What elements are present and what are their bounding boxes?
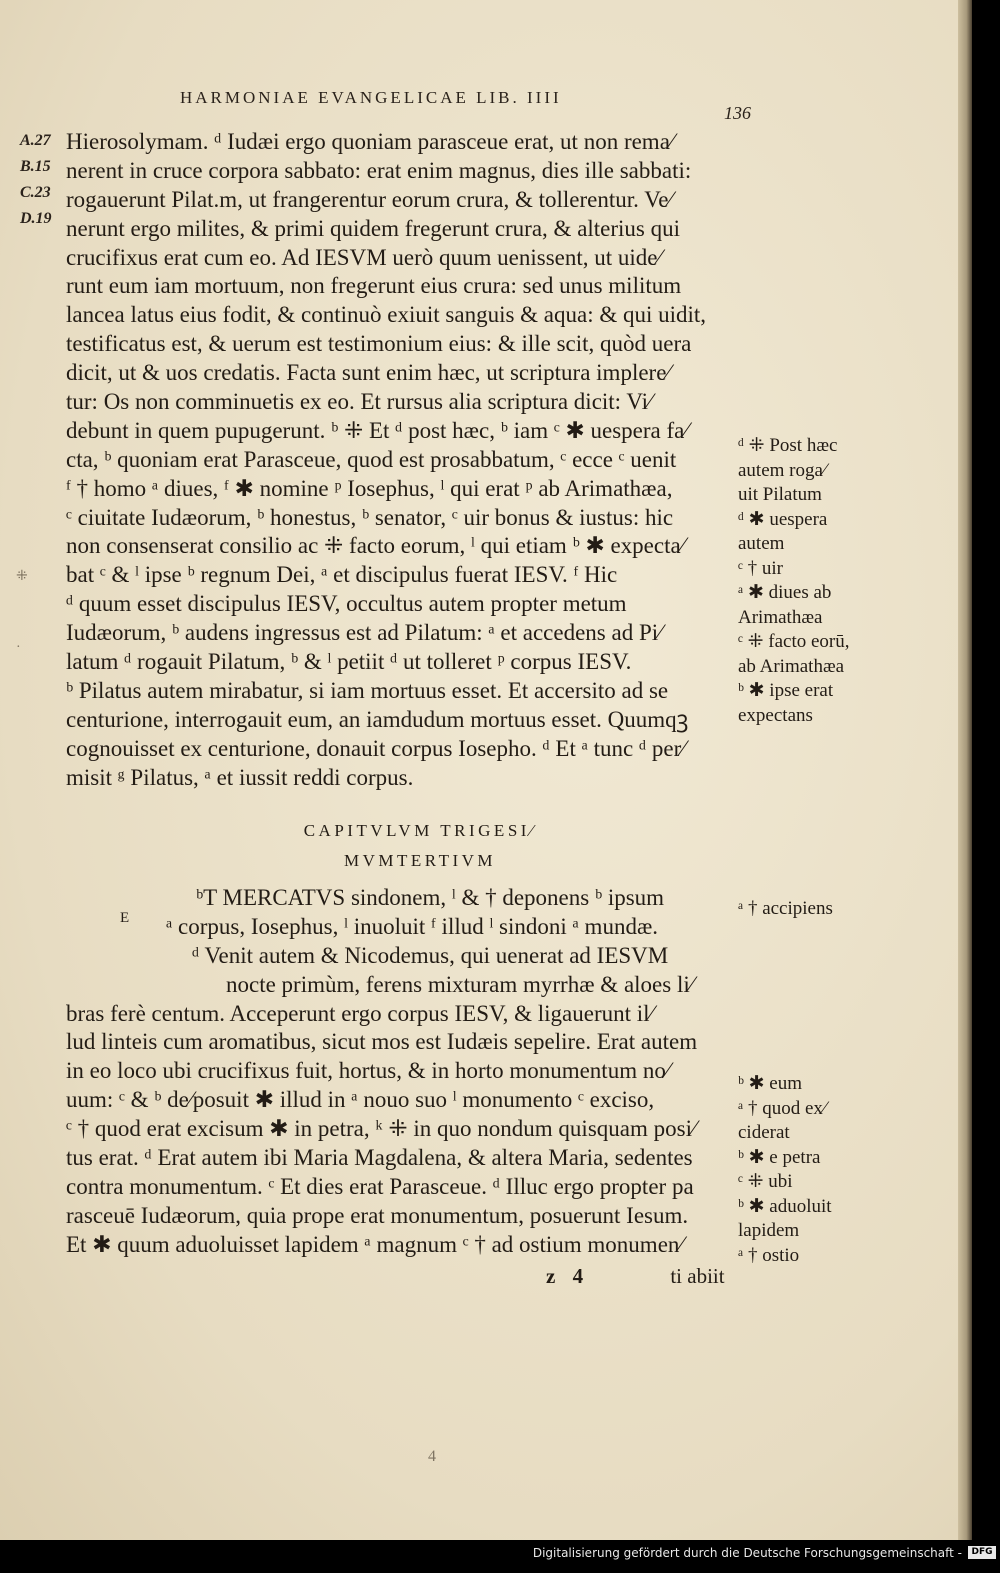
text-line: nerent in cruce corpora sabbato: erat enim magnus, dies ille sabbati: [66,157,692,183]
text-line: nerunt ergo milites, & primi quidem fregerunt crura, & alterius qui [66,215,681,241]
text-line: ᵈ Venit autem & Nicodemus, qui uenerat ad IESVM [192,942,669,968]
margin-note: ᶜ † uir [738,557,783,579]
chapter-text [66,884,746,1260]
text-line: bras ferè centum. Acceperunt ergo corpus IESV, & ligauerunt il⁄ [66,1000,654,1026]
text-line: Hierosolymam. ᵈ Iudæi ergo quoniam parasceue erat, ut non rema⁄ [66,129,674,154]
margin-note: ᵇ ✱ e petra [738,1146,821,1168]
right-margin-notes [738,1072,878,1268]
left-margin-references [20,128,66,232]
stray-mark: 4 [428,1448,436,1465]
text-line: runt eum iam mortuum, non fregerunt eius crura: sed unus militum [66,273,682,299]
margin-ref: C.23 [20,184,51,201]
text-line: non consenserat consilio ac ⁜ facto eorum, ˡ qui etiam ᵇ ✱ expecta⁄ [66,533,685,559]
signature-mark: z 4 [546,1264,590,1288]
margin-note: autem [738,533,785,554]
main-text [66,128,746,792]
margin-note: ᵃ † quod ex⁄ [738,1097,827,1119]
margin-note: ᵇ ✱ aduoluit [738,1195,832,1217]
text-line: crucifixus erat cum eo. Ad IESVM uerò quum uenissent, ut uide⁄ [66,244,662,270]
text-line: ᵈ quum esset discipulus IESV, occultus autem propter metum [66,591,627,617]
page-number: 136 [724,103,751,123]
dfg-logo[interactable]: DFG [968,1546,996,1559]
text-line: ᶜ ciuitate Iudæorum, ᵇ honestus, ᵇ senator, ᶜ uir bonus & iustus: hic [66,504,674,530]
left-margin-mark: · [16,640,21,655]
margin-note: expectans [738,704,813,726]
margin-note: lapidem [738,1220,800,1241]
catchword: ti abiit [670,1264,725,1288]
running-head: HARMONIAE EVANGELICAE LIB. IIII [180,88,562,107]
text-line: rasceuē Iudæorum, quia prope erat monumentum, posuerunt Iesum. [66,1202,689,1228]
text-line: Iudæorum, ᵇ audens ingressus est ad Pilatum: ᵃ et accedens ad Pi⁄ [66,620,662,646]
margin-note: ᵈ ✱ uespera [738,508,828,530]
margin-note: ciderat [738,1122,790,1143]
catchword-line [546,1264,746,1289]
drop-initial: E [120,910,130,926]
margin-note: ᵈ ⁜ Post hæc [738,435,838,456]
text-line: misit ᵍ Pilatus, ᵃ et iussit reddi corpus. [66,764,414,790]
text-line: Et ✱ quum aduoluisset lapidem ᵃ magnum ᶜ † ad ostium monumen⁄ [66,1231,684,1257]
margin-ref: D.19 [20,210,52,227]
text-line: cognouisset ex centurione, donauit corpus Iosepho. ᵈ Et ᵃ tunc ᵈ per⁄ [66,735,686,761]
margin-note: ᶜ ⁜ ubi [738,1171,793,1192]
text-line: debunt in quem pupugerunt. ᵇ ⁜ Et ᵈ post hæc, ᵇ iam ᶜ ✱ uespera fa⁄ [66,417,689,443]
text-line: tur: Os non comminuetis ex eo. Et rursus alia scriptura dicit: Vi⁄ [66,389,652,415]
right-margin-notes [738,897,878,922]
text-line: cta, ᵇ quoniam erat Parasceue, quod est prosabbatum, ᶜ ecce ᶜ uenit [66,446,677,472]
margin-note: ᵇ ✱ eum [738,1073,803,1094]
text-line: testificatus est, & uerum est testimonium eius: & ille scit, quòd uera [66,331,692,357]
margin-note: ᵃ † accipiens [738,898,833,919]
text-line: latum ᵈ rogauit Pilatum, ᵇ & ˡ petiit ᵈ ut tolleret ᵖ corpus IESV. [66,649,632,675]
text-line: tus erat. ᵈ Erat autem ibi Maria Magdalena, & altera Maria, sedentes [66,1145,693,1171]
text-line: in eo loco ubi crucifixus fuit, hortus, & in horto monumentum no⁄ [66,1058,670,1084]
margin-ref: B.15 [20,158,51,175]
margin-note: ᵇ ✱ ipse erat [738,680,834,701]
text-line: ᵇ Pilatus autem mirabatur, si iam mortuus esset. Et accersito ad se [66,677,669,703]
text-line: ᵇT MERCATVS sindonem, ˡ & † deponens ᵇ ipsum [196,885,665,910]
margin-ref: A.27 [20,132,51,149]
chapter-heading [160,816,680,876]
right-margin-notes [738,434,878,728]
text-line: ᶠ † homo ᵃ diues, ᶠ ✱ nomine ᵖ Iosephus, ˡ qui erat ᵖ ab Arimathæa, [66,475,673,501]
text-line: contra monumentum. ᶜ Et dies erat Parasceue. ᵈ Illuc ergo propter pa [66,1173,694,1199]
funding-notice: Digitalisierung gefördert durch die Deutsche Forschungsgemeinschaft - [532,1546,962,1560]
text-line: nocte primùm, ferens mixturam myrrhæ & aloes li⁄ [226,971,694,997]
margin-note: Arimathæa [738,606,823,628]
text-line: lancea latus eius fodit, & continuò exiuit sanguis & aqua: & qui uidit, [66,302,707,328]
chapter-heading-line: CAPITVLVM TRIGESI⁄ [303,821,537,840]
text-line: ᵃ corpus, Iosephus, ˡ inuoluit ᶠ illud ˡ sindoni ᵃ mundæ. [166,913,659,939]
margin-note: ᶜ ⁜ facto eorū, [738,631,850,652]
footer-bar [0,1540,1000,1573]
text-line: centurione, interrogauit eum, an iamdudum mortuus esset. Quumqꝫ [66,706,689,732]
margin-note: uit Pilatum [738,484,822,505]
left-margin-mark: ⁜ [16,569,28,584]
page-edge [958,0,972,1540]
chapter-heading-line: MVMTERTIVM [343,851,497,870]
margin-note: autem roga⁄ [738,459,827,481]
margin-note: ᵃ ✱ diues ab [738,582,832,603]
text-line: rogauerunt Pilat.m, ut frangerentur eorum crura, & tollerentur. Ve⁄ [66,186,673,212]
text-line: dicit, ut & uos credatis. Facta sunt enim hæc, ut scriptura implere⁄ [66,360,671,386]
text-line: lud linteis cum aromatibus, sicut mos est Iudæis sepelire. Erat autem [66,1029,698,1055]
text-line: uum: ᶜ & ᵇ de⁄posuit ✱ illud in ᵃ nouo suo ˡ monumento ᶜ exciso, [66,1087,655,1113]
text-line: ᶜ † quod erat excisum ✱ in petra, ᵏ ⁜ in quo nondum quisquam posi⁄ [66,1116,696,1142]
margin-note: ᵃ † ostio [738,1244,800,1266]
margin-note: ab Arimathæa [738,655,845,677]
text-line: bat ᶜ & ˡ ipse ᵇ regnum Dei, ᵃ et discipulus fuerat IESV. ᶠ Hic [66,562,618,588]
